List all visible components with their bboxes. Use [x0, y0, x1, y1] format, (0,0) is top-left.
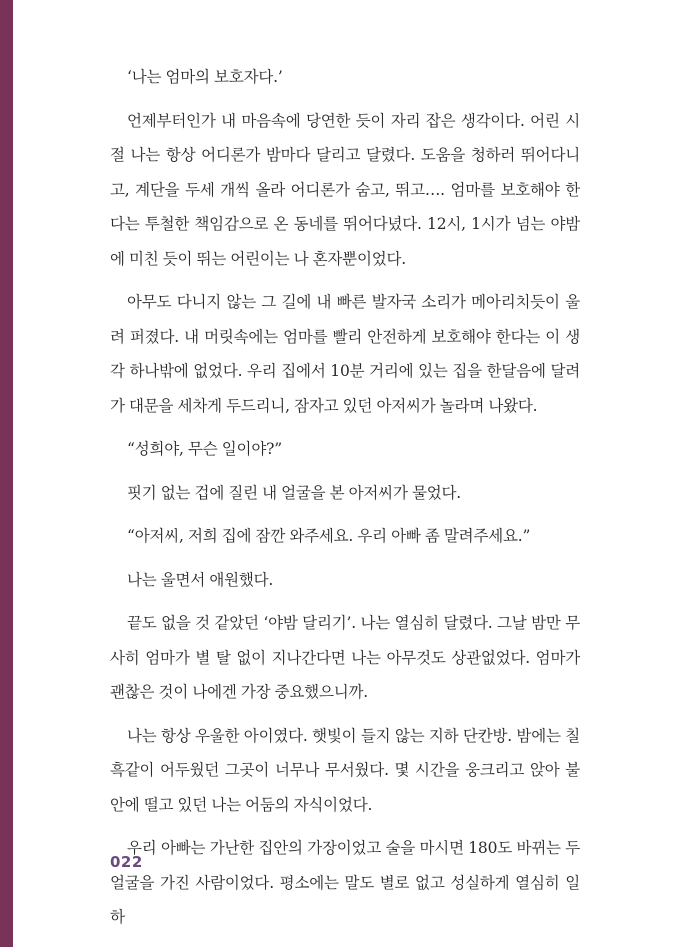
- page-number: 022: [110, 853, 143, 871]
- paragraph-uncle-asked: 핏기 없는 겁에 질린 내 얼굴을 본 아저씨가 물었다.: [127, 483, 462, 502]
- paragraph-midnight-run: 끝도 없을 것 같았던 ‘야밤 달리기’. 나는 열심히 달렸다. 그날 밤만 무사히 엄마가 별 탈 없이 지나간다면 나는 아무것도 상관없었다. 엄마가 괜찮은 것이 나에겐 가장 중요했으니까.: [110, 614, 580, 701]
- paragraph-father: 우리 아빠는 가난한 집안의 가장이었고 술을 마시면 180도 바뀌는 두 얼굴을 가진 사람이었다. 평소에는 말도 별로 없고 성실하게 열심히 일하: [110, 839, 580, 926]
- book-spine-edge: [0, 0, 13, 947]
- paragraph-uncle-question: “성희야, 무슨 일이야?”: [127, 440, 282, 458]
- paragraph-night-running: 언제부터인가 내 마음속에 당연한 듯이 자리 잡은 생각이다. 어린 시절 나는 항상 어디론가 밤마다 달리고 달렸다. 도움을 청하러 뛰어다니고, 계단을 두세 개씩 올라 어디론가 숨고, 뛰고…. 엄마를 보호해야 한다는 투철한 책임감으로 온 동네를 뛰어다녔다. 12시, 1시가 넘는 야밤에 미친 듯이 뛰는 어린이는 나 혼자뿐이었다.: [110, 111, 580, 268]
- paragraph-begged: 나는 울면서 애원했다.: [127, 570, 274, 589]
- body-text: [110, 60, 580, 944]
- paragraph-plea: “아저씨, 저희 집에 잠깐 와주세요. 우리 아빠 좀 말려주세요.”: [127, 527, 531, 545]
- paragraph-gloomy-child: 나는 항상 우울한 아이였다. 햇빛이 들지 않는 지하 단칸방. 밤에는 칠흑같이 어두웠던 그곳이 너무나 무서웠다. 몇 시간을 웅크리고 앉아 불안에 떨고 있던 나는 어둠의 자식이었다.: [110, 726, 580, 814]
- paragraph-quote-protector: ‘나는 엄마의 보호자다.’: [127, 68, 283, 86]
- paragraph-footsteps: 아무도 다니지 않는 그 길에 내 빠른 발자국 소리가 메아리치듯이 울려 퍼졌다. 내 머릿속에는 엄마를 빨리 안전하게 보호해야 한다는 이 생각 하나밖에 없었다. 우리 집에서 10분 거리에 있는 집을 한달음에 달려가 대문을 세차게 두드리니, 잠자고 있던 아저씨가 놀라며 나왔다.: [110, 293, 580, 415]
